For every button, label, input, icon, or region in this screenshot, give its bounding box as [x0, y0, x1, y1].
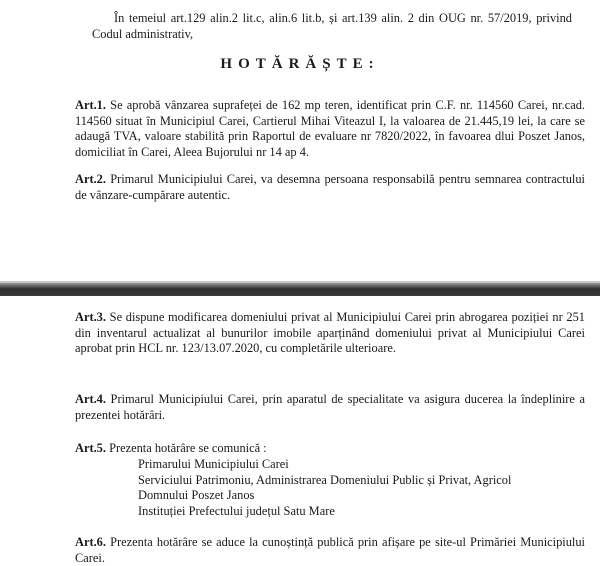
article-1-label: Art.1. [75, 98, 106, 112]
article-4 [75, 392, 585, 423]
page-divider [0, 283, 600, 296]
article-1 [75, 98, 585, 160]
article-2 [75, 172, 585, 203]
article-2-label: Art.2. [75, 172, 106, 186]
recipient-item: Domnului Poszet Janos [138, 488, 255, 502]
document-page-bottom [0, 296, 600, 565]
article-3-text: Se dispune modificarea domeniului privat al Municipiului Carei prin abrogarea poziției nr 251 din inventarul actualizat al bunurilor imobile aparținând domeniului privat al Municipiului Carei aprobat prin HCL nr. 123/13.07.2020, cu completările ulterioare. [75, 310, 585, 355]
article-5-label: Art.5. [75, 441, 106, 455]
article-3-label: Art.3. [75, 310, 106, 324]
article-1-text: Se aprobă vânzarea suprafeței de 162 mp teren, identificat prin C.F. nr. 114560 Carei, nr.cad. 114560 situat în Municipiul Carei, Cartierul Mihai Viteazul I, la valoarea de 21.445,19 lei, la care se adaugă TVA, valoare stabilită prin Raportul de evaluare nr 7820/2022, în favoarea dlui Poszet Janos, domiciliat în Carei, Aleea Bujorului nr 14 ap 4. [75, 98, 585, 159]
decision-heading: HOTĂRĂȘTE: [220, 56, 380, 72]
legal-basis-paragraph: În temeiul art.129 alin.2 lit.c, alin.6 lit.b, și art.139 alin. 2 din OUG nr. 57/2019, privind Codul administrativ, [92, 11, 572, 41]
article-5 [75, 441, 585, 457]
article-3 [75, 310, 585, 357]
article-4-label: Art.4. [75, 392, 106, 406]
article-2-text: Primarul Municipiului Carei, va desemna persoana responsabilă pentru semnarea contractului de vânzare-cumpărare autentic. [75, 172, 585, 202]
article-6-label: Art.6. [75, 535, 106, 549]
recipient-item: Serviciului Patrimoniu, Administrarea Domeniului Public și Privat, Agricol [138, 472, 512, 487]
recipients-list [138, 457, 578, 519]
article-6 [75, 535, 585, 566]
article-5-text: Prezenta hotărâre se comunică : [105, 441, 267, 455]
recipient-item: Primarului Municipiului Carei [138, 457, 289, 471]
article-4-text: Primarul Municipiului Carei, prin aparatul de specialitate va asigura ducerea la îndeplinire a prezentei hotărâri. [75, 392, 585, 422]
article-6-text: Prezenta hotărâre se aduce la cunoștință publică prin afișare pe site-ul Primăriei Municipiului Carei. [75, 535, 585, 565]
recipient-item: Instituției Prefectului județul Satu Mare [138, 503, 335, 518]
